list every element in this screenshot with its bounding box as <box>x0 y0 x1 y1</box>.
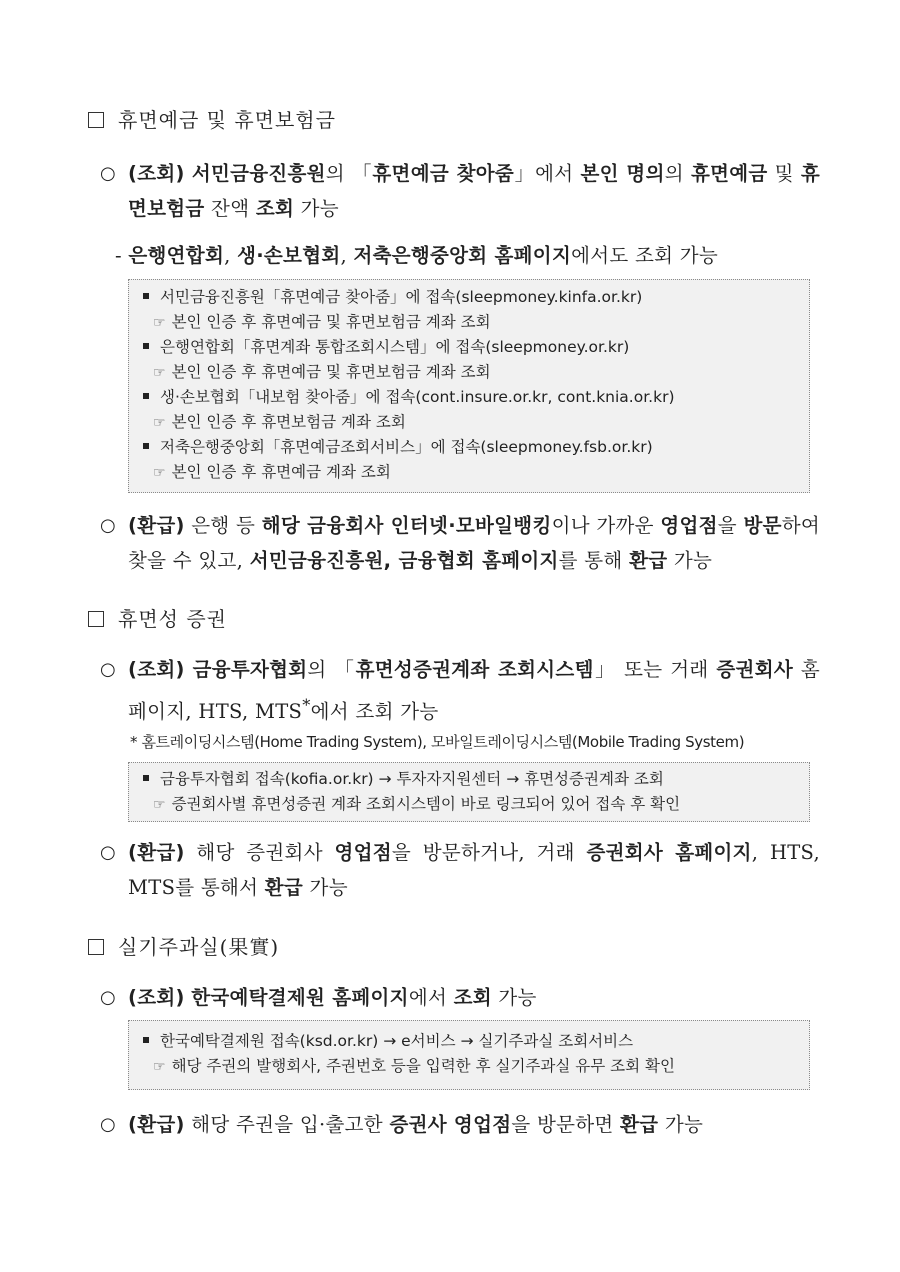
text-run: 을 방문하거나, 거래 <box>391 841 587 864</box>
bold-text-run: 휴면예금 <box>690 162 768 185</box>
bullet-refund-dormant <box>100 508 820 578</box>
info-text: 본인 인증 후 휴면보험금 계좌 조회 <box>171 413 406 431</box>
info-item <box>129 435 809 460</box>
bold-text-run: 저축은행중앙회 홈페이지 <box>353 244 572 267</box>
text-run: 해당 주권을 입·출고한 <box>191 1113 390 1136</box>
text-run: 을 <box>717 514 744 537</box>
info-box-dividends <box>128 1020 810 1090</box>
text-run: 가능 <box>491 986 537 1009</box>
bullet-text: (조회) 한국예탁결제원 홈페이지에서 조회 가능 <box>128 986 537 1009</box>
info-item <box>129 285 809 310</box>
text-run: , <box>340 244 354 267</box>
info-text: 본인 인증 후 휴면예금 계좌 조회 <box>171 463 391 481</box>
heading-text: 실기주과실(果實) <box>118 935 280 959</box>
text-run: 에서 <box>408 986 454 1009</box>
info-text: 서민금융진흥원「휴면예금 찾아줌」에 접속(sleepmoney.kinfa.or.kr) <box>160 288 643 306</box>
info-text: 생·손보협회「내보험 찾아줌」에 접속(cont.insure.or.kr, cont.knia.or.kr) <box>160 388 675 406</box>
info-text: 저축은행중앙회「휴면예금조회서비스」에 접속(sleepmoney.fsb.or.kr) <box>160 438 653 456</box>
text-run: 및 <box>767 162 801 185</box>
text-run: 은행 등 <box>191 514 262 537</box>
text-run: 홈페이지, HTS, MTS <box>128 658 820 723</box>
text-run: * <box>302 695 311 714</box>
text-run: 잔액 <box>204 197 256 220</box>
circle-bullet-icon: ○ <box>100 842 117 863</box>
info-subitem <box>129 1054 809 1079</box>
bold-text-run: 본인 명의 <box>580 162 665 185</box>
text-run: , HTS, MTS를 통해서 <box>128 841 821 899</box>
bold-text-run: 영업점 <box>334 841 392 864</box>
circle-bullet-icon: ○ <box>100 515 117 536</box>
bold-text-run: 생·손보협회 <box>237 244 341 267</box>
section-heading-dormant-securities <box>88 603 227 632</box>
text-run: , <box>224 244 238 267</box>
text-run: - <box>115 244 129 267</box>
text-run: 의 「 <box>325 162 373 185</box>
info-subitem <box>129 460 809 485</box>
bullet-text: (환급) 해당 증권회사 영업점을 방문하거나, 거래 증권회사 홈페이지, HTS, MTS를 통해서 환급 가능 <box>128 841 821 899</box>
bold-text-run: 서민금융진흥원 <box>191 162 326 185</box>
heading-text: 휴면성 증권 <box>118 607 227 631</box>
bold-text-run: 금융투자협회 <box>192 658 308 681</box>
bold-text-run: 휴면예금 찾아줌 <box>372 162 515 185</box>
square-bullet-icon <box>143 343 149 349</box>
info-subitem <box>129 792 809 817</box>
bullet-text: (조회) 서민금융진흥원의 「휴면예금 찾아줌」에서 본인 명의의 휴면예금 및 휴면보험금 잔액 조회 가능 <box>128 162 821 220</box>
section-heading-unclaimed-dividends <box>88 931 279 960</box>
text-run: 가능 <box>658 1113 704 1136</box>
circle-bullet-icon: ○ <box>100 1114 117 1135</box>
bold-text-run: 증권회사 <box>716 658 793 681</box>
text-run: 의 <box>664 162 691 185</box>
section-heading-dormant-deposits <box>88 104 336 133</box>
info-text: 본인 인증 후 휴면예금 및 휴면보험금 계좌 조회 <box>171 313 491 331</box>
bullet-inquiry-dividends <box>100 980 820 1015</box>
text-run: 을 방문하면 <box>511 1113 621 1136</box>
square-bullet-icon <box>143 443 149 449</box>
bold-text-run: 방문 <box>743 514 782 537</box>
pointing-hand-icon: ☞ <box>153 365 166 381</box>
pointing-hand-icon: ☞ <box>153 415 166 431</box>
bold-text-run: 증권사 영업점 <box>389 1113 512 1136</box>
bullet-refund-dividends <box>100 1107 820 1142</box>
text-run: 이나 가까운 <box>551 514 661 537</box>
info-text: 한국예탁결제원 접속(ksd.or.kr) → e서비스 → 실기주과실 조회서비스 <box>160 1032 634 1050</box>
info-subitem <box>129 410 809 435</box>
text-run: 에서도 조회 가능 <box>571 244 719 267</box>
text-run: 」 또는 거래 <box>593 658 717 681</box>
heading-text: 휴면예금 및 휴면보험금 <box>118 108 336 132</box>
info-item <box>129 767 809 792</box>
info-subitem <box>129 360 809 385</box>
bullet-text: (환급) 은행 등 해당 금융회사 인터넷·모바일뱅킹이나 가까운 영업점을 방문하여 찾을 수 있고, 서민금융진흥원, 금융협회 홈페이지를 통해 환급 가능 <box>128 514 820 572</box>
bold-text-run: 해당 금융회사 인터넷·모바일뱅킹 <box>261 514 552 537</box>
footnote-hts-mts: * 홈트레이딩시스템(Home Trading System), 모바일트레이딩시스템(Mobile Trading System) <box>130 733 745 751</box>
bold-text-run: 조회 <box>255 197 295 220</box>
text-run: 」에서 <box>514 162 581 185</box>
bold-text-run: 은행연합회 <box>128 244 225 267</box>
info-text: 금융투자협회 접속(kofia.or.kr) → 투자자지원센터 → 휴면성증권계좌 조회 <box>160 770 664 788</box>
text-run: 의 「 <box>307 658 356 681</box>
pointing-hand-icon: ☞ <box>153 315 166 331</box>
info-subitem <box>129 310 809 335</box>
bullet-inquiry-securities <box>100 652 820 729</box>
bold-text-run: 서민금융진흥원, 금융협회 홈페이지 <box>249 549 559 572</box>
info-item <box>129 1029 809 1054</box>
info-text: 증권회사별 휴면성증권 계좌 조회시스템이 바로 링크되어 있어 접속 후 확인 <box>171 795 681 813</box>
info-text: 본인 인증 후 휴면예금 및 휴면보험금 계좌 조회 <box>171 363 491 381</box>
bold-text-run: 영업점 <box>660 514 718 537</box>
bold-text-run: 조회 <box>453 986 492 1009</box>
bullet-inquiry-dormant <box>100 156 820 226</box>
bold-text-run: 환급 <box>264 876 304 899</box>
square-bullet-icon <box>143 293 149 299</box>
bullet-refund-securities <box>100 835 820 905</box>
text-run: 가능 <box>303 876 348 899</box>
bold-text-run: 환급 <box>620 1113 659 1136</box>
square-bullet-icon <box>143 393 149 399</box>
square-bullet-icon <box>143 775 149 781</box>
circle-bullet-icon: ○ <box>100 987 117 1008</box>
bold-text-run: 환급 <box>629 549 668 572</box>
text-run: 를 통해 <box>558 549 630 572</box>
square-bullet-icon <box>143 1037 149 1043</box>
checkbox-square-icon <box>88 939 104 955</box>
pointing-hand-icon: ☞ <box>153 1059 166 1075</box>
bold-text-run: 증권회사 홈페이지 <box>586 841 752 864</box>
info-box-dormant-deposits <box>128 279 810 493</box>
circle-bullet-icon: ○ <box>100 659 117 680</box>
bullet-text: (환급) 해당 주권을 입·출고한 증권사 영업점을 방문하면 환급 가능 <box>128 1113 704 1136</box>
bold-text-run: 한국예탁결제원 홈페이지 <box>191 986 409 1009</box>
text-run: 해당 증권회사 <box>196 841 335 864</box>
text-run: 하여 찾을 수 있고, <box>128 514 820 572</box>
pointing-hand-icon: ☞ <box>153 465 166 481</box>
bullet-text: (조회) 금융투자협회의 「휴면성증권계좌 조회시스템」 또는 거래 증권회사 홈페이지, HTS, MTS*에서 조회 가능 <box>128 658 820 723</box>
pointing-hand-icon: ☞ <box>153 797 166 813</box>
dash-item-associations <box>115 241 820 271</box>
circle-bullet-icon: ○ <box>100 163 117 184</box>
bold-text-run: 휴면보험금 <box>128 162 821 220</box>
info-item <box>129 335 809 360</box>
info-item <box>129 385 809 410</box>
info-box-securities <box>128 762 810 822</box>
checkbox-square-icon <box>88 112 104 128</box>
info-text: 은행연합회「휴면계좌 통합조회시스템」에 접속(sleepmoney.or.kr) <box>160 338 630 356</box>
text-run: 가능 <box>667 549 713 572</box>
text-run: 가능 <box>294 197 339 220</box>
info-text: 해당 주권의 발행회사, 주권번호 등을 입력한 후 실기주과실 유무 조회 확인 <box>171 1057 675 1075</box>
bold-text-run: 휴면성증권계좌 조회시스템 <box>355 658 594 681</box>
text-run: 에서 조회 가능 <box>310 699 439 723</box>
checkbox-square-icon <box>88 611 104 627</box>
